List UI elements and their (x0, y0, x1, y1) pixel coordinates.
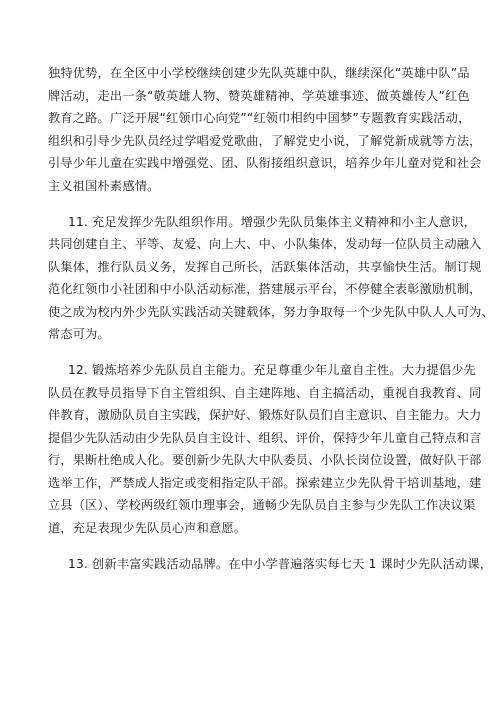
text-line: 范化红领巾小社团和中小队活动标准，搭建展示平台，不停健全表彰激励机制， (48, 282, 482, 296)
text-line: 组织和引导少先队员经过学唱爱党歌曲，了解党史小说，了解党新成就等方法， (48, 133, 482, 148)
text-line: 教育之路。广泛开展“红领巾心向党”“红领巾相约中国梦”专题教育实践活动， (48, 111, 471, 125)
text-line: 主义祖国朴素感情。 (48, 178, 160, 193)
text-line: 伴教育，激励队员自主实践，保护好、锻炼好队员们自主意识、自主能力。大力 (48, 408, 482, 422)
text-line: 使之成为校内外少先队实践活动关键载体，努力争取每一个少先队中队人人可为、 (48, 304, 494, 319)
paragraph-item-11 (48, 211, 494, 346)
text-line: 队员在教导员指导下自主管组织、自主建阵地、自主搞活动，重视自我教育、同 (48, 385, 482, 400)
text-line: 行，果断杜绝成人化。要创新少先队大中队委员、小队长岗位设置，做好队干部 (48, 453, 482, 467)
document-body (48, 62, 494, 575)
text-line: 独特优势，在全区中小学校继续创建少先队英雄中队，继续深化“英雄中队”品 (48, 66, 470, 80)
text-line: 选举工作，严禁成人指定或变相指定队干部。探索建立少先队骨干培训基地，建 (48, 475, 482, 490)
paragraph-item-13 (48, 553, 493, 576)
text-line: 共同创建自主、平等、友爱、向上大、中、小队集体，发动每一位队员主动融入 (48, 237, 482, 251)
text-line: 提倡少先队活动由少先队员自主设计、组织、评价，保持少年儿童自己特点和言 (48, 430, 482, 445)
text-line: 13. 创新丰富实践活动品牌。在中小学普遍落实每七天 1 课时少先队活动课， (68, 556, 493, 571)
text-line: 道，充足表现少先队员心声和意愿。 (48, 520, 247, 535)
paragraph-item-12 (48, 359, 482, 539)
text-line: 常态可为。 (48, 327, 110, 341)
text-line: 牌活动，走出一条“敬英雄人物、赞英雄精神、学英雄事迹、做英雄传人”红色 (48, 88, 470, 103)
text-line: 11. 充足发挥少先队组织作用。增强少先队员集体主义精神和小主人意识， (68, 214, 477, 229)
text-line: 立县（区）、学校两级红领巾理事会，通畅少先队员自主参与少先队工作决议渠 (48, 498, 476, 512)
text-line: 队集体，推行队员义务，发挥自己所长，活跃集体活动，共享愉快生活。制订规 (48, 259, 482, 274)
text-line: 引导少年儿童在实践中增强党、团、队衔接组织意识，培养少年儿童对党和社会 (48, 156, 482, 170)
paragraph-hero-squadron (48, 62, 482, 197)
text-line: 12. 锻炼培养少先队员自主能力。充足尊重少年儿童自主性。大力提倡少先 (68, 363, 477, 377)
